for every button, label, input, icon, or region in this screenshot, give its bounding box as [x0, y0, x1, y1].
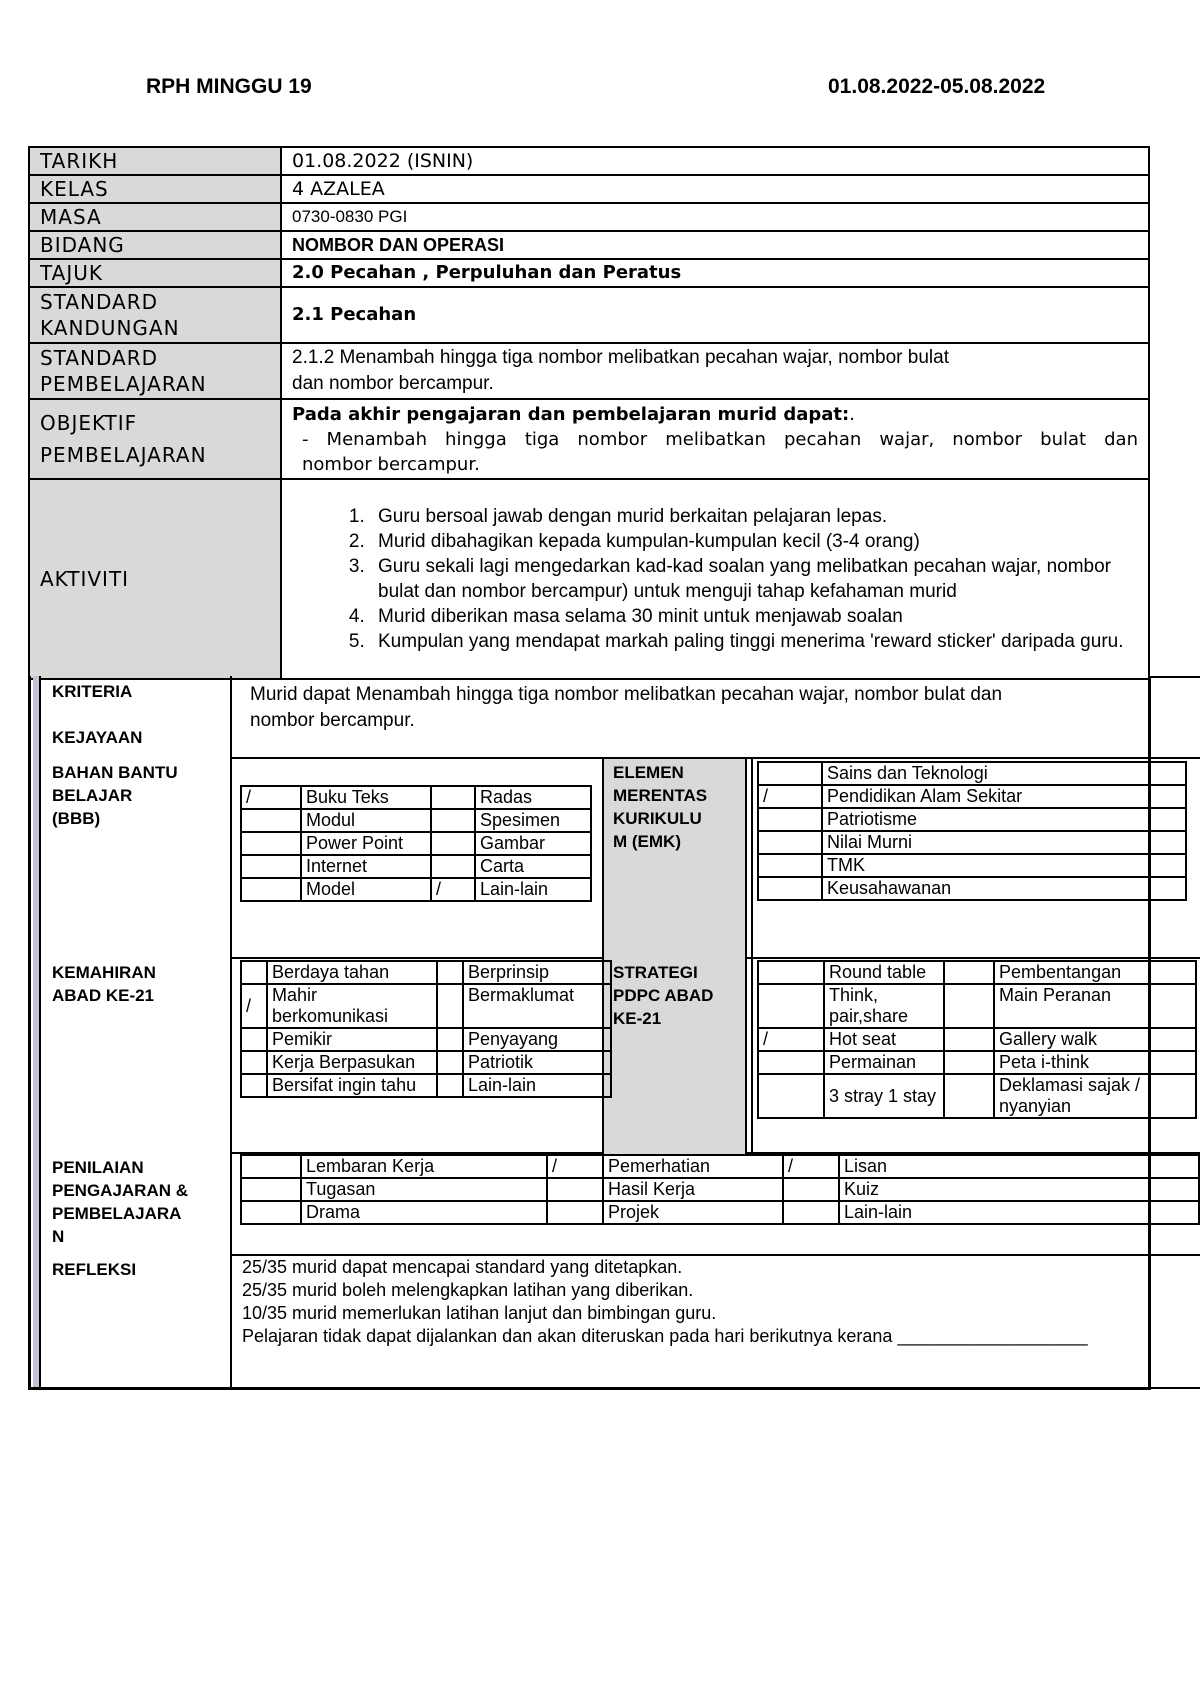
- frame-bottom-border: [28, 1387, 1150, 1390]
- refleksi-label: REFLEKSI: [52, 1260, 137, 1279]
- penilaian-row: Lembaran Kerja / Pemerhatian / Lisan: [241, 1155, 1199, 1178]
- kelas-value: 4 AZALEA: [281, 175, 1149, 203]
- kriteria-value: Murid dapat Menambah hingga tiga nombor melibatkan pecahan wajar, nombor bulat dan nombor bercampur.: [250, 684, 1003, 731]
- refleksi-value: [242, 1256, 1088, 1348]
- masa-value: 0730-0830 PGI: [281, 203, 1149, 231]
- bbb-row: Power Point Gambar: [241, 832, 591, 855]
- emk-row: Sains dan Teknologi: [758, 762, 1186, 785]
- bbb-row: / Buku Teks Radas: [241, 786, 591, 809]
- penilaian-label: PENILAIAN PENGAJARAN & PEMBELAJARA N: [52, 1158, 189, 1246]
- standard-kandungan-label: STANDARD KANDUNGAN: [29, 287, 281, 343]
- aktiviti-label: AKTIVITI: [29, 479, 281, 679]
- aktiviti-item: 1. Guru bersoal jawab dengan murid berkaitan pelajaran lepas.: [370, 504, 1138, 529]
- kriteria-label: KRITERIA KEJAYAAN: [52, 682, 143, 747]
- penilaian-row: Drama Projek Lain-lain: [241, 1201, 1199, 1224]
- penilaian-row: Tugasan Hasil Kerja Kuiz: [241, 1178, 1199, 1201]
- emk-table: [757, 761, 1187, 901]
- frame-overhang-bottom: [1148, 1387, 1200, 1389]
- emk-row: Patriotisme: [758, 808, 1186, 831]
- abad-row: Kerja Berpasukan Patriotik: [241, 1051, 611, 1074]
- strategi-table: [757, 960, 1197, 1119]
- tarikh-label: TARIKH: [29, 147, 281, 175]
- bbb-row: Internet Carta: [241, 855, 591, 878]
- strategi-row: Permainan Peta i-think: [758, 1051, 1196, 1074]
- tajuk-value: 2.0 Pecahan , Perpuluhan dan Peratus: [281, 259, 1149, 287]
- strategi-label: STRATEGI PDPC ABAD KE-21: [613, 963, 714, 1028]
- bbb-row: Model / Lain-lain: [241, 878, 591, 901]
- bbb-row: Modul Spesimen: [241, 809, 591, 832]
- emk-row: Nilai Murni: [758, 831, 1186, 854]
- strategi-row: 3 stray 1 stay Deklamasi sajak / nyanyian: [758, 1074, 1196, 1118]
- penilaian-table: [240, 1154, 1200, 1225]
- document-header-date: 01.08.2022-05.08.2022: [828, 75, 1046, 98]
- strategi-row: Round table Pembentangan: [758, 961, 1196, 984]
- aktiviti-list: [292, 504, 1138, 654]
- abad-row: Pemikir Penyayang: [241, 1028, 611, 1051]
- strategi-row: / Hot seat Gallery walk: [758, 1028, 1196, 1051]
- abad-row: Bersifat ingin tahu Lain-lain: [241, 1074, 611, 1097]
- standard-pembelajaran-label: STANDARD PEMBELAJARAN: [29, 343, 281, 399]
- standard-kandungan-value: 2.1 Pecahan: [281, 287, 1149, 343]
- emk-row: Keusahawanan: [758, 877, 1186, 900]
- frame-overhang-line: [1148, 676, 1200, 678]
- frame-inner-left: [39, 676, 41, 1387]
- objektif-value: Pada akhir pengajaran dan pembelajaran murid dapat:. - Menambah hingga tiga nombor melibatkan pecahan wajar, nombor bulat dan nombor bercampur.: [281, 399, 1149, 479]
- standard-pembelajaran-value: 2.1.2 Menambah hingga tiga nombor melibatkan pecahan wajar, nombor bulat dan nombor bercampur.: [281, 343, 1149, 399]
- refleksi-line: 10/35 murid memerlukan latihan lanjut dan bimbingan guru.: [242, 1303, 717, 1323]
- emk-right-divider: [745, 759, 747, 1154]
- strategi-row: Think, pair,share Main Peranan: [758, 984, 1196, 1028]
- abad-label: KEMAHIRAN ABAD KE-21: [52, 963, 156, 1005]
- aktiviti-item: 2. Murid dibahagikan kepada kumpulan-kumpulan kecil (3-4 orang): [370, 529, 1138, 554]
- tajuk-label: TAJUK: [29, 259, 281, 287]
- masa-label: MASA: [29, 203, 281, 231]
- abad-row: / Mahir berkomunikasi Bermaklumat: [241, 984, 611, 1028]
- bidang-label: BIDANG: [29, 231, 281, 259]
- refleksi-line: 25/35 murid dapat mencapai standard yang ditetapkan.: [242, 1257, 683, 1277]
- abad-row: Berdaya tahan Berprinsip: [241, 961, 611, 984]
- abad-table: [240, 960, 612, 1098]
- lesson-info-table: [28, 146, 1150, 680]
- tarikh-value: 01.08.2022 (ISNIN): [281, 147, 1149, 175]
- emk-row: / Pendidikan Alam Sekitar: [758, 785, 1186, 808]
- label-column-divider: [230, 676, 232, 1387]
- aktiviti-item: 3. Guru sekali lagi mengedarkan kad-kad soalan yang melibatkan pecahan wajar, nombor bulat dan nombor bercampur) untuk menguji tahap kefahaman murid: [370, 554, 1138, 604]
- emk-right-divider-2: [751, 759, 753, 1154]
- kelas-label: KELAS: [29, 175, 281, 203]
- aktiviti-item: 4. Murid diberikan masa selama 30 minit untuk menjawab soalan: [370, 604, 1138, 629]
- aktiviti-value: [281, 479, 1149, 679]
- bbb-label: BAHAN BANTU BELAJAR (BBB): [52, 763, 178, 828]
- document-header-title: RPH MINGGU 19: [146, 75, 312, 98]
- bidang-value: NOMBOR DAN OPERASI: [281, 231, 1149, 259]
- refleksi-line: Pelajaran tidak dapat dijalankan dan akan diteruskan pada hari berikutnya kerana ___________________: [242, 1326, 1088, 1346]
- emk-row: TMK: [758, 854, 1186, 877]
- refleksi-line: 25/35 murid boleh melengkapkan latihan yang diberikan.: [242, 1280, 694, 1300]
- emk-label: ELEMEN MERENTAS KURIKULU M (EMK): [613, 763, 708, 851]
- bbb-table: [240, 785, 592, 902]
- objektif-label: OBJEKTIF PEMBELAJARAN: [29, 399, 281, 479]
- aktiviti-item: 5. Kumpulan yang mendapat markah paling tinggi menerima 'reward sticker' daripada guru.: [370, 629, 1138, 654]
- frame-left-border: [28, 676, 31, 1390]
